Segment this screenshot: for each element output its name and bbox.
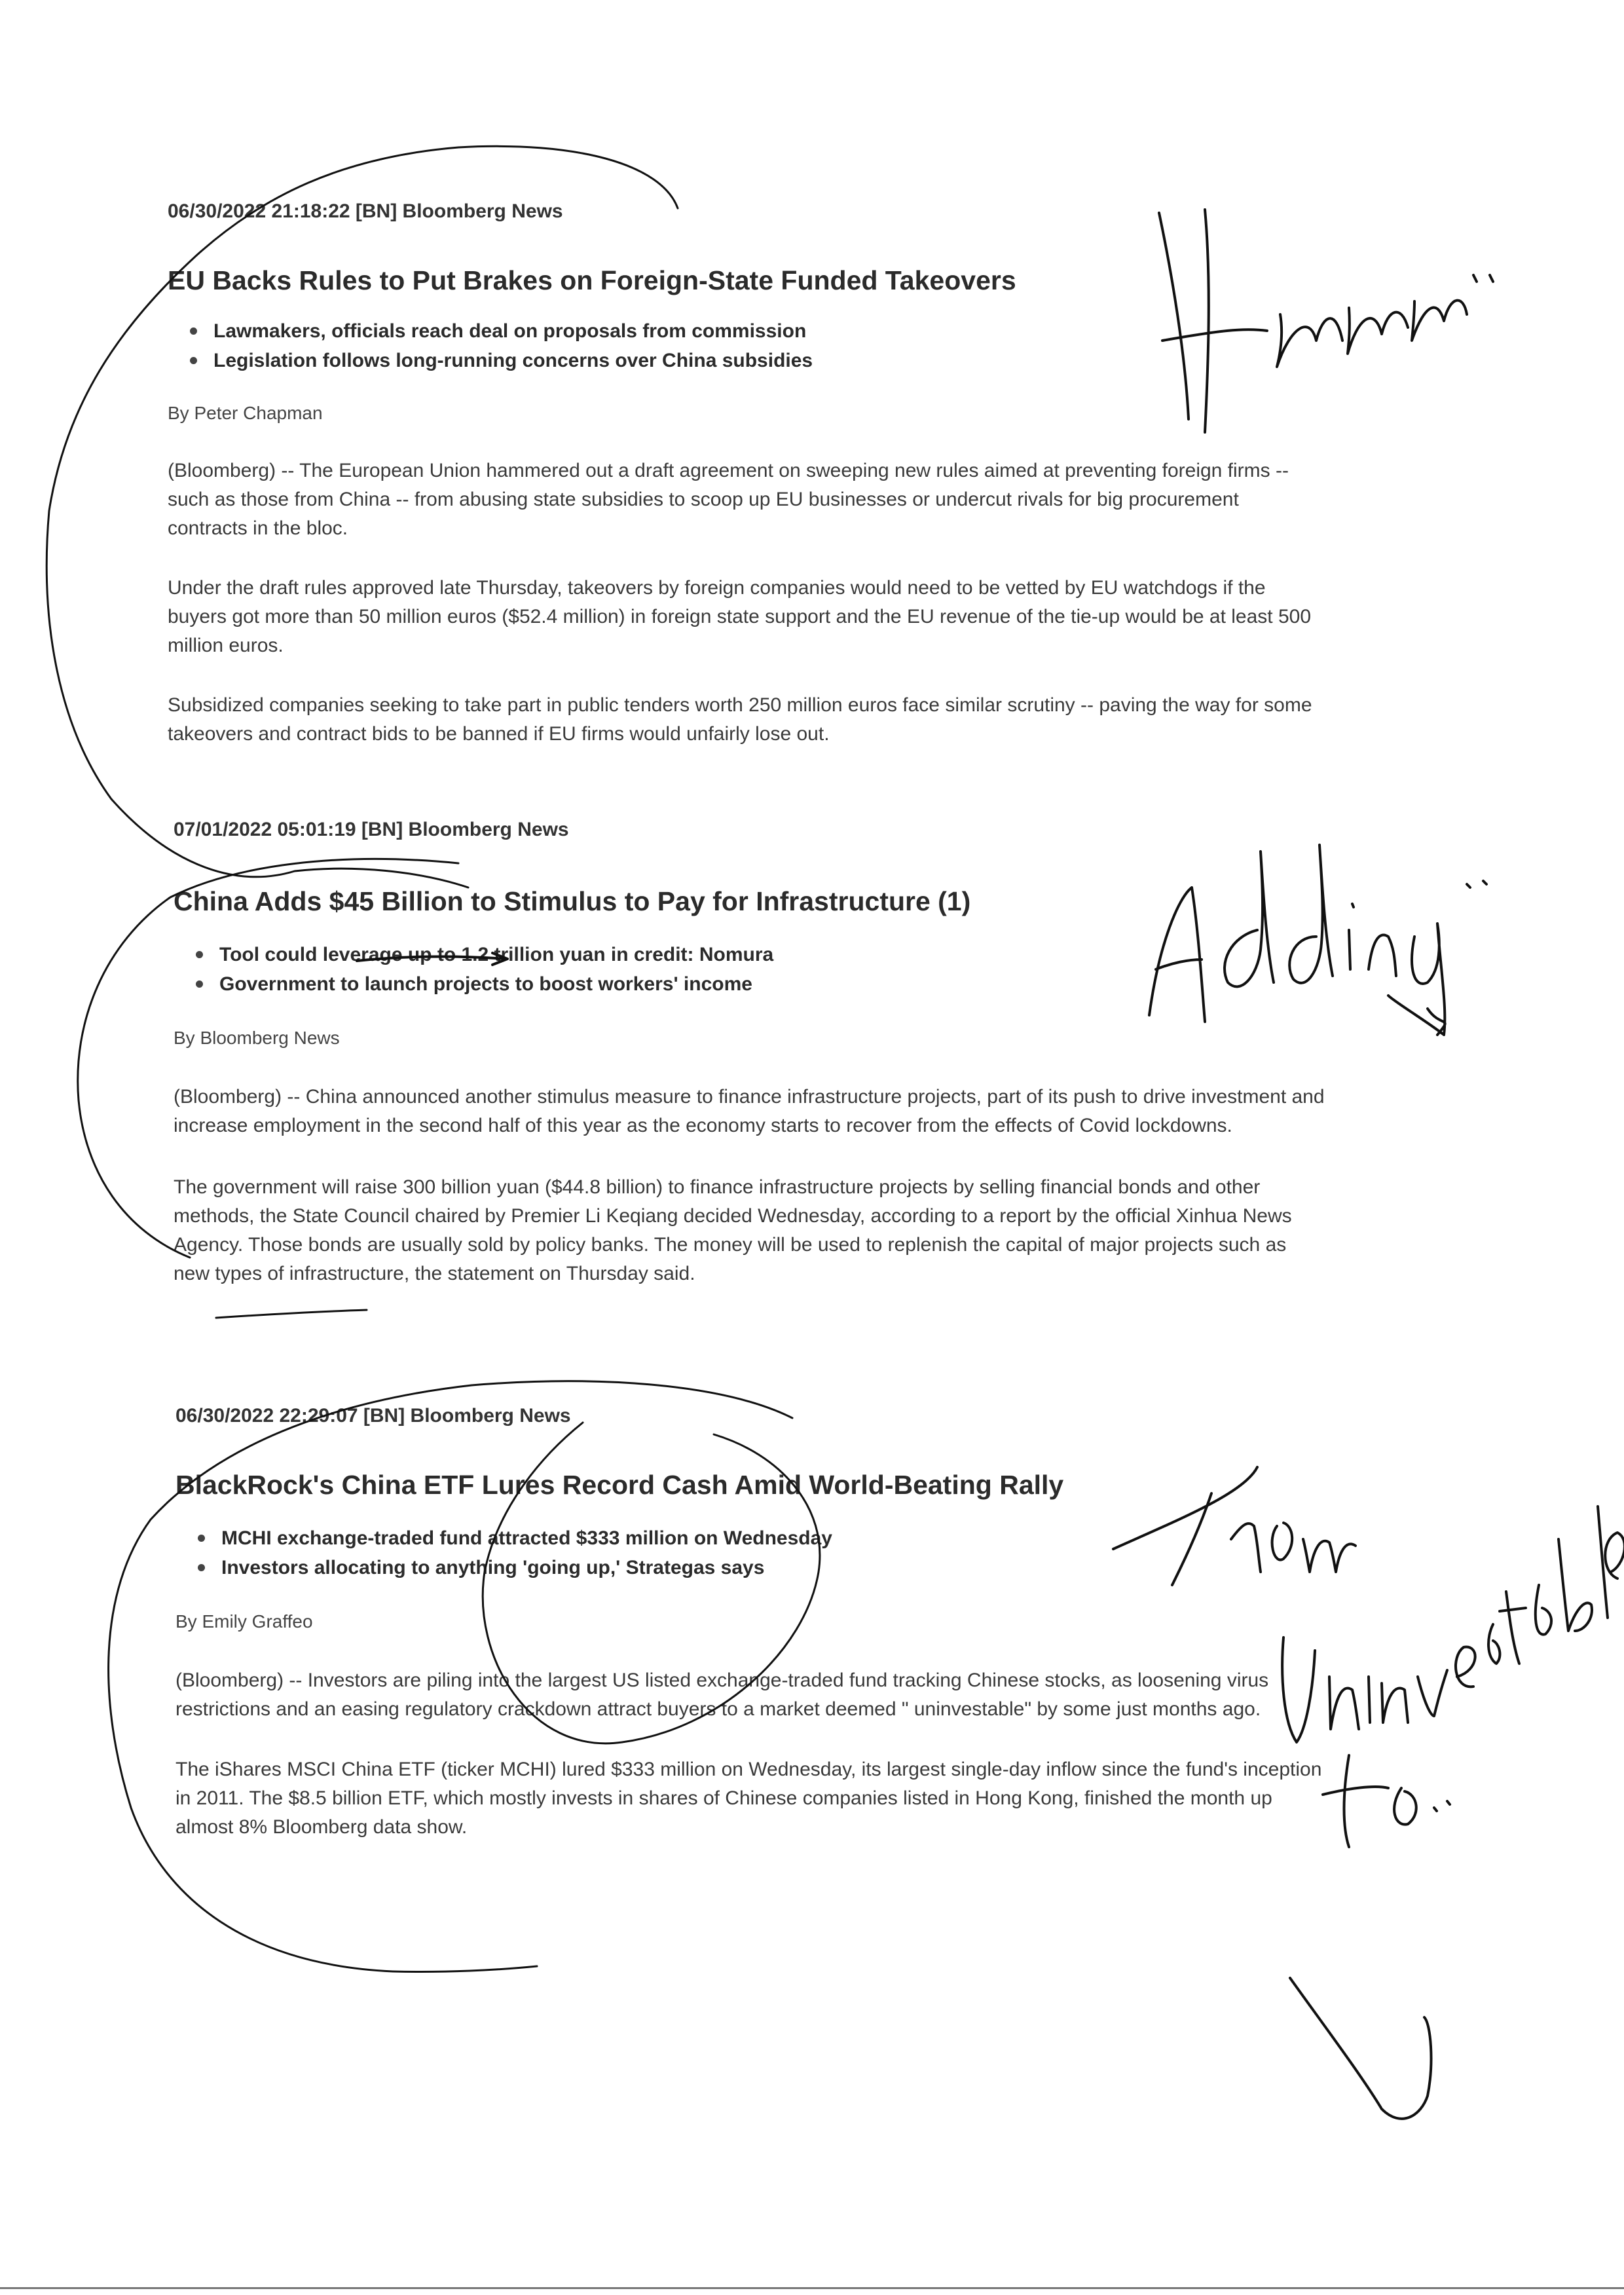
bullet-item: Investors allocating to anything 'going up,' Strategas says	[221, 1553, 1328, 1582]
article-bullets	[168, 316, 1320, 375]
article-paragraph: Subsidized companies seeking to take part in public tenders worth 250 million euros face similar scrutiny -- paving the way for some takeovers and contract bids to be banned if EU firms would unfairly lose out.	[168, 694, 1312, 745]
bullet-item: Tool could leverage up to 1.2 trillion yuan in credit: Nomura	[219, 940, 1326, 969]
article-paragraph: (Bloomberg) -- China announced another stimulus measure to finance infrastructure projects, part of its push to drive investment and increase employment in the second half of this year as the economy starts to recover from the effects of Covid lockdowns.	[174, 1086, 1325, 1137]
article-bullets	[175, 1523, 1328, 1582]
article-byline: By Peter Chapman	[168, 403, 323, 424]
article-paragraph: (Bloomberg) -- The European Union hammered out a draft agreement on sweeping new rules aimed at preventing foreign firms -- such as those from China -- from abusing state subsidies to scoop up EU businesses or undercut rivals for big procurement contracts in the bloc.	[168, 460, 1289, 540]
bullet-item: Lawmakers, officials reach deal on proposals from commission	[213, 316, 1320, 346]
article-blackrock-etf	[175, 1405, 1328, 1842]
article-byline: By Bloomberg News	[174, 1028, 340, 1049]
bullet-item: Government to launch projects to boost workers' income	[219, 969, 1326, 999]
article-headline: BlackRock's China ETF Lures Record Cash Amid World-Beating Rally	[175, 1470, 1064, 1500]
article-paragraph: (Bloomberg) -- Investors are piling into the largest US listed exchange-traded fund tracking Chinese stocks, as loosening virus restrictions and an easing regulatory crackdown attract buyers to a market deemed " uninvestable" by some just months ago.	[175, 1670, 1269, 1721]
article-meta: 06/30/2022 22:29:07 [BN] Bloomberg News	[175, 1405, 571, 1427]
article-bullets	[174, 940, 1326, 999]
article-paragraph: Under the draft rules approved late Thursday, takeovers by foreign companies would need to be vetted by EU watchdogs if the buyers got more than 50 million euros ($52.4 million) in foreign state support and the EU revenue of the tie-up would be at least 500 million euros.	[168, 577, 1312, 657]
page-bottom-edge	[0, 2287, 1624, 2289]
pen-check-mark	[1290, 1978, 1431, 2119]
article-byline: By Emily Graffeo	[175, 1611, 313, 1632]
pen-strike	[216, 1310, 367, 1318]
article-china-stimulus	[174, 819, 1326, 1288]
pen-handwriting-to	[1323, 1755, 1450, 1847]
article-eu-takeovers	[168, 200, 1320, 749]
bullet-item: Legislation follows long-running concerns over China subsidies	[213, 346, 1320, 375]
article-headline: China Adds $45 Billion to Stimulus to Pay for Infrastructure (1)	[174, 886, 971, 916]
pen-handwriting-uninvestable	[1282, 1506, 1624, 1742]
article-headline: EU Backs Rules to Put Brakes on Foreign-State Funded Takeovers	[168, 265, 1016, 295]
article-paragraph: The iShares MSCI China ETF (ticker MCHI) lured $333 million on Wednesday, its largest single-day inflow since the fund's inception in 2011. The $8.5 billion ETF, which mostly invests in shares of Chinese companies listed in Hong Kong, finished the month up almost 8% Bloomberg data show.	[175, 1759, 1322, 1838]
article-paragraph: The government will raise 300 billion yuan ($44.8 billion) to finance infrastructure projects by selling financial bonds and other methods, the State Council chaired by Premier Li Keqiang decided Wednesday, according to a report by the official Xinhua News Agency. Those bonds are usually sold by policy banks. The money will be used to replenish the capital of major projects such as new types of infrastructure, the statement on Thursday said.	[174, 1176, 1292, 1285]
article-meta: 06/30/2022 21:18:22 [BN] Bloomberg News	[168, 200, 563, 222]
bullet-item: MCHI exchange-traded fund attracted $333 million on Wednesday	[221, 1523, 1328, 1553]
article-meta: 07/01/2022 05:01:19 [BN] Bloomberg News	[174, 819, 569, 840]
